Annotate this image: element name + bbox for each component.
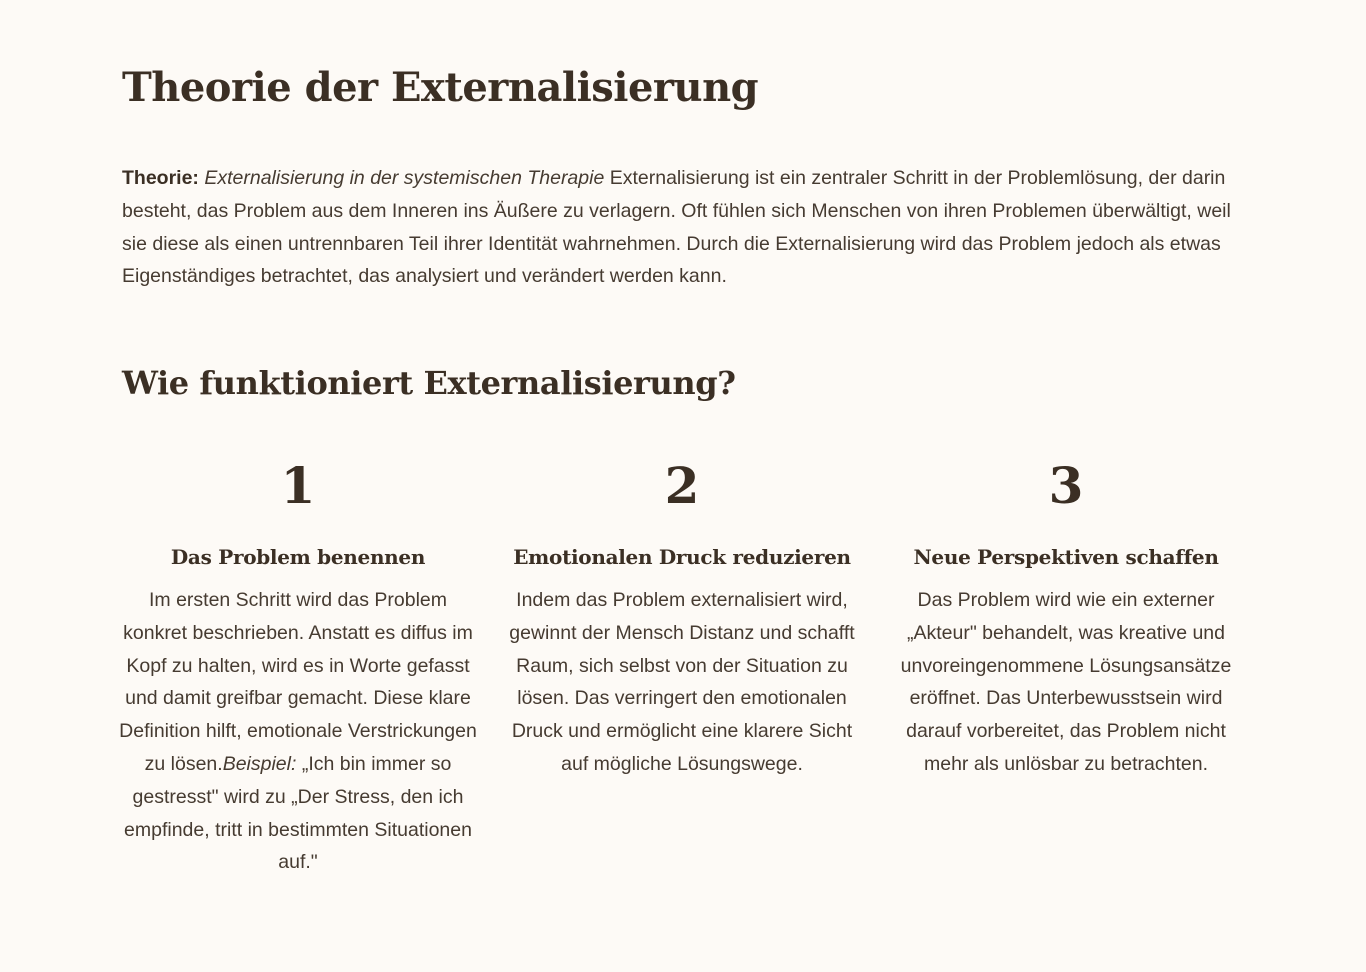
- step-text: [886, 584, 1246, 781]
- step-number: 1: [280, 456, 316, 515]
- step-title: Emotionalen Druck reduzieren: [513, 545, 851, 569]
- intro-paragraph: [122, 162, 1240, 293]
- step-card-2: [502, 452, 862, 781]
- step-card-1: [118, 452, 478, 879]
- step-text: [502, 584, 862, 781]
- step-description: Im ersten Schritt wird das Problem konkret beschrieben. Anstatt es diffus im Kopf zu halten, wird es in Worte gefasst und damit greifbar gemacht. Diese klare Definition hilft, emotionale Verstrickungen zu lösen.: [119, 589, 477, 775]
- intro-label: Theorie:: [122, 167, 199, 189]
- step-title: Neue Perspektiven schaffen: [913, 545, 1219, 569]
- step-description: Indem das Problem externalisiert wird, gewinnt der Mensch Distanz und schafft Raum, sich selbst von der Situation zu lösen. Das verringert den emotionalen Druck und ermöglicht eine klarere Sicht auf mögliche Lösungswege.: [509, 589, 855, 775]
- example-label: Beispiel:: [222, 752, 297, 775]
- step-title: Das Problem benennen: [170, 545, 426, 569]
- intro-subtitle: Externalisierung in der systemischen Therapie: [204, 167, 605, 189]
- step-description: Das Problem wird wie ein externer „Akteur" behandelt, was kreative und unvoreingenommene Lösungsansätze eröffnet. Das Unterbewusstsein wird darauf vorbereitet, das Problem nicht mehr als unlösbar zu betrachten.: [900, 589, 1232, 775]
- step-text: [118, 584, 478, 879]
- intro-text: Externalisierung ist ein zentraler Schritt in der Problemlösung, der darin besteht, das Problem aus dem Inneren ins Äußere zu verlagern. Oft fühlen sich Menschen von ihren Problemen überwältigt, weil sie diese als einen untrennbaren Teil ihrer Identität wahrnehmen. Durch die Externalisierung wird das Problem jedoch als etwas Eigenständiges betrachtet, das analysiert und verändert werden kann.: [122, 167, 1231, 288]
- step-number: 2: [664, 456, 700, 515]
- step-number: 3: [1048, 456, 1084, 515]
- page-title: Theorie der Externalisierung: [122, 64, 759, 111]
- section-title: Wie funktioniert Externalisierung?: [122, 364, 736, 402]
- step-card-3: [886, 452, 1246, 781]
- example-text: „Ich bin immer so gestresst" wird zu „Der Stress, den ich empfinde, tritt in bestimmten Situationen auf.": [124, 752, 472, 874]
